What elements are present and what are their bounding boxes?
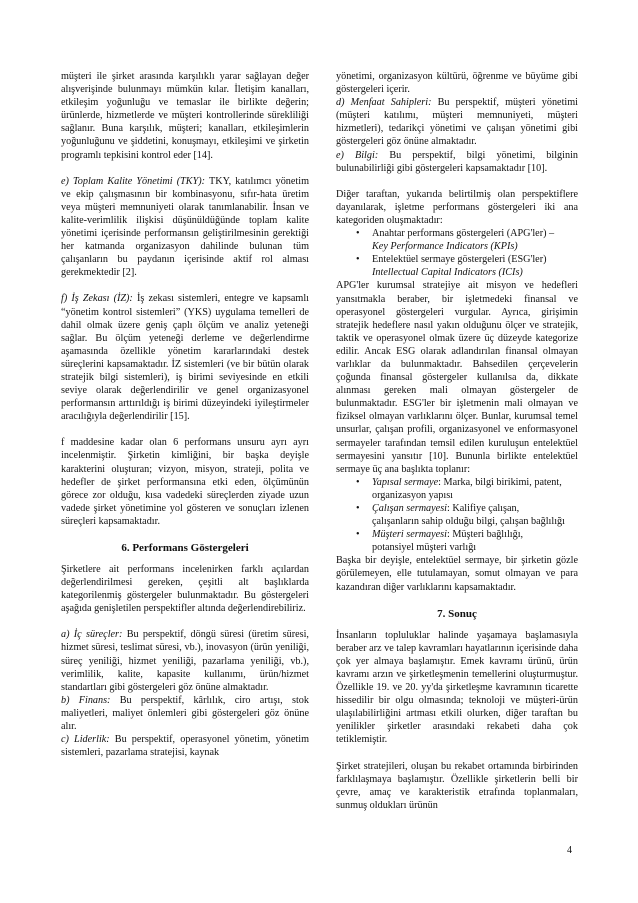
list-item [336, 476, 578, 502]
list-item-lead: Yapısal sermaye [372, 476, 439, 488]
finans-text: Bu perspektif, kârlılık, ciro artışı, stok maliyetleri, maliyet önlemleri gibi göstergeleri göz önüne alır. [61, 694, 309, 733]
paragraph-liderlik-cont: yönetimi, organizasyon kültürü, öğrenme ve büyüme gibi göstergeleri içerir. [336, 71, 578, 96]
bullet-icon: • [356, 228, 360, 240]
list-item [336, 253, 578, 279]
paragraph-menfaat-sahipleri [336, 96, 578, 148]
right-column [336, 70, 578, 812]
list-item-main: : Müşteri bağlılığı, [446, 529, 524, 541]
bilgi-text: Bu perspektif, bilgi yönetimi, bilginin bulunabilirliği gibi göstergeleri kapsamaktadır [10]. [336, 149, 578, 174]
list-item-sub: organizasyon yapısı [372, 489, 454, 501]
list-item [336, 528, 578, 554]
list-item-lead: Müşteri sermayesi [372, 529, 447, 541]
paragraph-bilgi [336, 149, 578, 175]
tky-heading: e) Toplam Kalite Yönetimi (TKY): [61, 175, 206, 187]
paragraph-finans [61, 694, 309, 733]
bullet-icon: • [356, 503, 360, 514]
list-item-sub: potansiyel müşteri varlığı [372, 542, 477, 554]
list-item-sub: çalışanların sahip olduğu bilgi, çalışan bağlılığı [372, 516, 565, 528]
list-item-main: Anahtar performans göstergeleri (APG'ler) – [372, 228, 555, 240]
tky-text: TKY, katılımcı yönetim ve ekip çalışmasının bir kombinasyonu, sıfır-hata üretim veya müşteri memnuniyeti olarak tanımlanabilir. İnsan ve kalite-verimlilik ilişkisi düşünüldüğünde toplam kalite yönetimi içerisinde performansın geliştirilmesinin gerektiği her katmanda organizasyon dahilinde bulunan tüm çalışanların bu paydanın içerisinde aktif rol alması gerekmektedir [2]. [61, 175, 310, 279]
paragraph-gostergeler-intro: Şirketlere ait performans incelenirken farklı açılardan değerlendirilmesi gereken, çeşitli alt başlıklarda kategorilenmiş göstergeler bulunmaktadır. Bu göstergeleri aşağıda genişletilen perspektifler altında değerlendirebiliriz. [61, 564, 309, 615]
liderlik-heading: c) Liderlik: [61, 734, 110, 746]
list-item-main: Entelektüel sermaye göstergeleri (ESG'ler) [372, 254, 547, 266]
list-item [336, 502, 578, 528]
section-heading-7: 7. Sonuç [437, 607, 477, 620]
paragraph-entelektuel-sermaye: Başka bir deyişle, entelektüel sermaye, bir şirketin gözle görülemeyen, elle tutulamayan, somut olmayan ve para kazandıran diğer varlıklarını kapsamaktadır. [336, 555, 578, 593]
paragraph-performans-unsurlari: f maddesine kadar olan 6 performans unsuru ayrı ayrı incelenmiştir. Şirketin kimliğini, bir başka deyişle karakterini oluşturan; vizyon, misyon, strateji, polita ve hedefler de şirket performansına etki eden, ölçümünün görece zor olduğu, kısa vadedeki süreçlerden ziyade uzun vadede şirket yönetimine yol gösteren ve sonuçları izlenen süreçleri kapsamaktadır. [61, 437, 309, 527]
paragraph-is-zekasi [61, 292, 309, 423]
section-heading-6: 6. Performans Göstergeleri [121, 542, 249, 554]
page-number: 4 [567, 845, 572, 856]
list-item-lead: Çalışan sermayesi [372, 503, 447, 514]
bullet-icon: • [356, 529, 360, 541]
paragraph-sonuc-2: Şirket stratejileri, oluşan bu rekabet ortamında birbirinden farklılaşmaya başlamıştır. Özellikle şirketlerin belli bir çevre, amaç ve karakteristik etrafında toplanmaları, sunmuş oldukları ürünün [336, 760, 578, 811]
paragraph-tky [61, 175, 309, 280]
left-column [61, 70, 309, 759]
intellectual-capital-list [336, 476, 578, 555]
list-item-main: : Kalifiye çalışan, [447, 503, 520, 514]
paragraph-ic-surecler [61, 628, 309, 693]
ic-surecler-text: Bu perspektif, döngü süresi (üretim süresi, hizmet süresi, teslimat süresi, vb.), inovasyon (ürün yeniliği, süreç yeniliği, hizmet yeniliği, pazarlama yeniliği, vb.), verimlilik, kalite, kapasite kullanımı, ürün/hizmet standartları gibi göstergeleri göz önüne almaktadır. [61, 629, 309, 693]
menfaat-text: Bu perspektif, müşteri yönetimi (müşteri katılımı, müşteri memnuniyeti, müşteri hizmetleri), tedarikçi yönetimi ve çalışan yönetimi gibi göstergeleri göz önüne almaktadır. [336, 97, 578, 148]
list-item-sub: Intellectual Capital Indicators (ICIs) [372, 267, 523, 279]
is-zekasi-text: İş zekası sistemleri, entegre ve kapsamlı “yönetim kontrol sistemleri” (YKS) uygulama temelleri de dahil olmak üzere geniş çaplı ölçüm ve analiz yeteneği sağlar. Bu ölçüm yeteneği derleme ve değerlendirme aşamasında özellikle yönetim kararlarındaki destek süreçlerini kapsamaktadır. İZ sistemleri (ve bir bütün olarak stratejik bilgi sistemleri), iş birimi seviyesinde en etkili seviye olarak değerlendirilir ve genel organizasyonel performansın arttırıldığı iş birimi düzeyindeki iyileştirmeler aracılığıyla değerlendirilir [15]. [61, 293, 309, 423]
bullet-icon: • [356, 254, 360, 266]
paragraph-iki-kategori: Diğer taraftan, yukarıda belirtilmiş olan perspektiflere dayanılarak, işletme performans göstergeleri iki ana kategoriden oluşmaktadır: [336, 188, 578, 226]
list-item [336, 227, 578, 253]
paragraph-liderlik [61, 733, 309, 759]
paragraph-sonuc-1: İnsanların topluluklar halinde yaşamaya başlamasıyla beraber arz ve talep kavramları hayatlarının içerisinde daha çok yer almaya başlamıştır. Emek kavramı ürünü, ürün kavramı arzın ve şirketleşmenin temellerini oluşturmuştur. Özellikle 19. ve 20. yy'da şirketleşme kavramının ticarette hissedilir bir olgu olmasında; teknoloji ve müşteri-ürün ulaşılabilirliğini artması etkili olurken, diğer taraftan bu yenilikler şirketler arasındaki rekabeti daha çok tetiklemiştir. [336, 629, 578, 746]
list-item-main: : Marka, bilgi birikimi, patent, [438, 476, 562, 488]
bilgi-heading: e) Bilgi: [336, 149, 379, 161]
paragraph-apg-esg: APG'ler kurumsal stratejiye ait misyon ve hedefleri yansıtmakla beraber, bir işletmedeki finansal ve operasyonel göstergeleri vurgular. Ayrıca, girişimin stratejik hedeflere nasıl yakın olduğunu ölçer ve stratejik, taktik ve operasyonel olmak üzere üç düzeyde kategorize edilir. Ancak ESG olarak adlandırılan finansal olmayan varlıklar da bulunmaktadır. Bahsedilen çerçevelerin çoğunda finansal göstergeler kullanılsa da, dikkate alınması gereken mali olmayan göstergeler de bulunmaktadır. ESG'ler bir işletmenin mali olmayan ve fiziksel olmayan varlıklarını ölçer. Bunlar, kurumsal temel unsurlar, çalışan profili, organizasyonel ve enformasyonel sermayeler tarafından temsil edilen kuruluşun entelektüel sermayesini yansıtır [10]. Bununla birlikte entelektüel sermaye üç ana başlıkta toplanır: [336, 280, 578, 475]
liderlik-text: Bu perspektif, operasyonel yönetim, yönetim sistemleri, pazarlama stratejisi, kaynak [61, 734, 309, 759]
indicator-category-list [336, 227, 578, 279]
ic-surecler-heading: a) İç süreçler: [61, 629, 123, 641]
list-item-sub: Key Performance Indicators (KPIs) [372, 241, 518, 253]
menfaat-heading: d) Menfaat Sahipleri: [336, 97, 432, 109]
finans-heading: b) Finans: [61, 694, 111, 706]
bullet-icon: • [356, 476, 360, 488]
is-zekasi-heading: f) İş Zekası (İZ): [61, 293, 133, 305]
paragraph-musteri-iletisim: müşteri ile şirket arasında karşılıklı yarar sağlayan değer alışverişinde bulunmayı mümkün kılar. İletişim kanalları, etkileşim yoğunluğu ve temaslar ile birlikte değerin; ürünlerde, hizmetlerde ve müşteri kontrollerinde sürekliliği sağlanır. Buna karşılık, müşteri; kanalları, etkileşimlerin yoğunluğunu ve şiddetini, konuşmayı, etkileşimi ve şirketin programlı tepkisini kontrol eder [14]. [61, 71, 309, 161]
